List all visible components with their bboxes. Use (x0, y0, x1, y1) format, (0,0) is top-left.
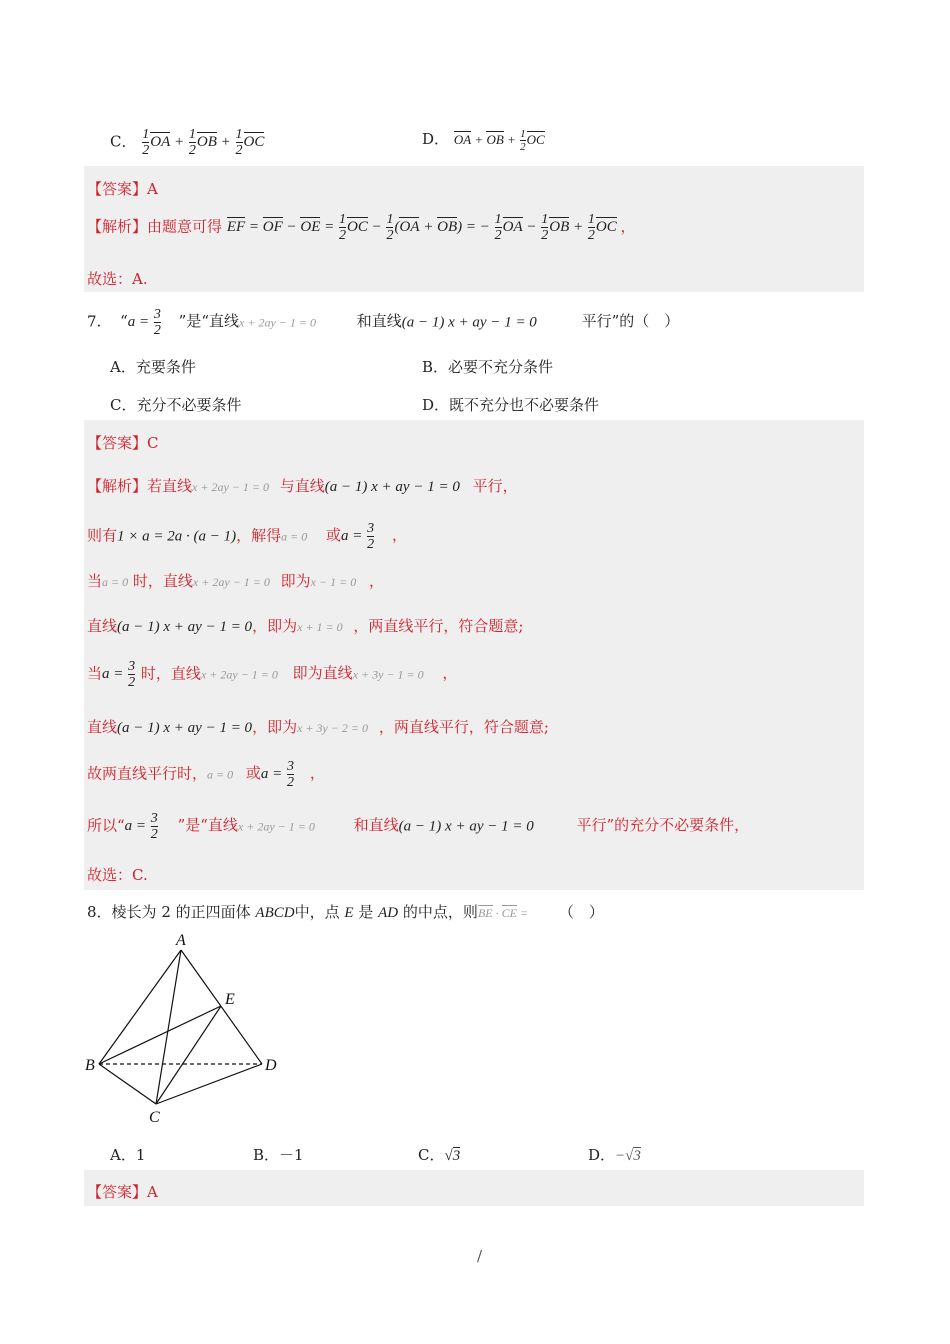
text: 中，点 (294, 903, 340, 921)
page-footer-mark: / (477, 1247, 483, 1265)
formula: a = $\frac{3}{2}$ (341, 521, 375, 552)
formula: a = 0 (207, 767, 234, 782)
q8-stem (87, 901, 604, 922)
q7-analysis-line6 (87, 716, 549, 737)
segment-be (99, 1006, 221, 1064)
text: 即为直线 (292, 664, 353, 683)
q7-option-c: C．充分不必要条件 (110, 396, 242, 414)
formula: 1 × a = 2a · (a − 1) (117, 528, 237, 545)
text: 与直线 (279, 477, 325, 495)
text: 的中点，则 (402, 903, 478, 921)
q6-option-c (110, 128, 264, 158)
q8-option-a (110, 1144, 145, 1165)
q8-tetra-name: ABCD (255, 905, 295, 921)
option-value: 1 (135, 1146, 146, 1164)
text: ，两直线平行，符合题意; (353, 617, 524, 635)
option-label: A． (110, 1146, 136, 1164)
vertex-b-label: B (85, 1057, 95, 1074)
q7-line2-formula: (a − 1) x + ay − 1 = 0 (401, 314, 537, 331)
q7-analysis-line3 (87, 570, 384, 591)
text: ”是“直线 (177, 816, 238, 835)
analysis-label: 【解析】 (87, 217, 148, 236)
q7-analysis-line8 (87, 812, 749, 842)
option-label: D． (588, 1146, 616, 1164)
formula: x + 2ay − 1 = 0 (192, 575, 270, 589)
q7-analysis-line7 (87, 760, 325, 790)
q7-option-b: B．必要不充分条件 (422, 358, 554, 376)
q6-analysis-formula: EF = OF − OE = $\frac{1}{2}$ OC − $\frac{1}{2}$ (OA + OB) = − $\frac{1}{2}$ OA − $\frac{1}{2}$ OB + $\frac{1}{2}$ OC (226, 212, 617, 243)
q7-stem-part3: 平行”的（ ） (581, 312, 680, 331)
answer-value: A (147, 180, 158, 198)
text: 或 (245, 764, 261, 783)
edge-cd (156, 1064, 262, 1104)
option-value: －1 (279, 1146, 304, 1164)
q7-stem-part1: ”是“直线 (178, 312, 240, 331)
text: ， (442, 664, 458, 683)
q7-analysis-line4 (87, 615, 523, 636)
text: 时，直线 (140, 664, 201, 683)
text: ，即为 (252, 718, 298, 736)
q7-open-quote: “ (120, 312, 128, 331)
analysis-end: ， (620, 217, 636, 236)
formula: (a − 1) x + ay − 1 = 0 (398, 818, 534, 835)
formula: x − 1 = 0 (310, 575, 357, 589)
q7-stem-part2: 和直线 (356, 312, 402, 331)
formula: x + 2ay − 1 = 0 (200, 667, 278, 682)
formula: a = $\frac{3}{2}$ (260, 759, 295, 790)
formula: (a − 1) x + ay − 1 = 0 (324, 479, 460, 495)
text: （ ） (558, 903, 604, 921)
text: 平行”的充分不必要条件， (576, 816, 750, 835)
text: 棱长为 2 的正四面体 (111, 903, 251, 921)
text: ，两直线平行，符合题意; (378, 718, 549, 736)
text: 故两直线平行时， (87, 764, 208, 783)
vertex-e-label: E (225, 991, 235, 1008)
text: ， (309, 764, 325, 783)
formula: x + 1 = 0 (297, 620, 343, 634)
formula: a = $\frac{3}{2}$ (102, 659, 136, 690)
q6-analysis-line (87, 213, 635, 243)
vertex-a-label: A (176, 932, 186, 949)
q7-condition-formula: a = $\frac{3}{2}$ (127, 307, 161, 338)
edge-ab (99, 950, 181, 1064)
text: 当 (87, 572, 103, 590)
neg-sqrt3-formula: −√3 (615, 1148, 641, 1164)
q7-analysis-line1 (87, 475, 518, 496)
formula: a = 0 (281, 529, 308, 544)
q7-conclusion: 故选：C. (87, 866, 148, 884)
edge-bc (99, 1064, 156, 1104)
formula: x + 3y − 1 = 0 (352, 667, 424, 682)
text: 或 (326, 526, 342, 545)
q7-line1-formula: x + 2ay − 1 = 0 (239, 315, 316, 330)
q7-stem (87, 308, 679, 338)
text: 和直线 (353, 816, 399, 835)
text: ，解得 (236, 526, 282, 545)
formula: a = 0 (102, 575, 129, 589)
text: 直线 (87, 617, 118, 635)
q8-dot-product-formula: BE · CE = (477, 906, 529, 920)
answer-label: 【答案】 (87, 180, 148, 198)
formula: a = $\frac{3}{2}$ (124, 811, 158, 842)
q8-number: 8． (87, 903, 112, 921)
text: 时，直线 (132, 572, 193, 590)
formula: x + 3y − 2 = 0 (297, 721, 369, 735)
text: 若直线 (147, 477, 193, 495)
sqrt3-formula: √3 (444, 1148, 461, 1164)
q7-number: 7. (87, 312, 102, 331)
text: 是 (358, 903, 374, 921)
text: 则有 (87, 526, 118, 545)
q6-answer (87, 178, 158, 199)
answer-label: 【答案】 (87, 434, 148, 452)
q6-conclusion: 故选：A. (87, 270, 148, 288)
q6-option-d (422, 128, 545, 153)
q7-analysis-line5 (87, 660, 457, 690)
answer-value: C (147, 434, 159, 452)
tetrahedron-figure (80, 928, 290, 1128)
q8-answer (87, 1181, 158, 1202)
q8-edge-ad: AD (378, 905, 399, 921)
answer-label: 【答案】 (87, 1183, 148, 1201)
q8-option-d (588, 1144, 641, 1165)
vertex-d-label: D (265, 1057, 277, 1074)
analysis-label: 【解析】 (87, 477, 148, 495)
text: ， (391, 526, 407, 545)
q6-option-c-formula: $\frac{1}{2}$ OA + $\frac{1}{2}$ OB + $\frac{1}{2}$ OC (142, 127, 265, 158)
formula: x + 2ay − 1 = 0 (237, 819, 315, 834)
q7-analysis-line2 (87, 522, 407, 552)
segment-ce (156, 1006, 221, 1104)
option-label: B． (253, 1146, 280, 1164)
text: ， (368, 572, 384, 590)
vertex-c-label: C (149, 1109, 160, 1126)
q6-option-d-label: D． (422, 130, 450, 148)
formula: x + 2ay − 1 = 0 (192, 480, 269, 494)
q7-option-a: A．充要条件 (110, 358, 196, 376)
q8-answer-box (84, 1170, 864, 1206)
q8-option-b (253, 1144, 304, 1165)
q8-point-e: E (344, 905, 354, 921)
q8-option-c (418, 1144, 460, 1165)
formula: (a − 1) x + ay − 1 = 0 (117, 619, 253, 635)
text: 所以“ (87, 816, 125, 835)
text: 直线 (87, 718, 118, 736)
formula: (a − 1) x + ay − 1 = 0 (117, 720, 253, 736)
option-label: C． (418, 1146, 445, 1164)
text: 即为 (280, 572, 311, 590)
text: 平行， (472, 477, 518, 495)
analysis-prefix: 由题意可得 (147, 217, 223, 236)
edge-ad (181, 950, 262, 1064)
text: 当 (87, 664, 103, 683)
answer-value: A (147, 1183, 158, 1201)
q7-answer (87, 432, 159, 453)
text: ，即为 (252, 617, 298, 635)
q6-option-d-formula: OA + OB + $\frac{1}{2}$ OC (453, 128, 545, 154)
q7-option-d: D．既不充分也不必要条件 (422, 396, 600, 414)
q6-option-c-label: C． (110, 132, 137, 151)
